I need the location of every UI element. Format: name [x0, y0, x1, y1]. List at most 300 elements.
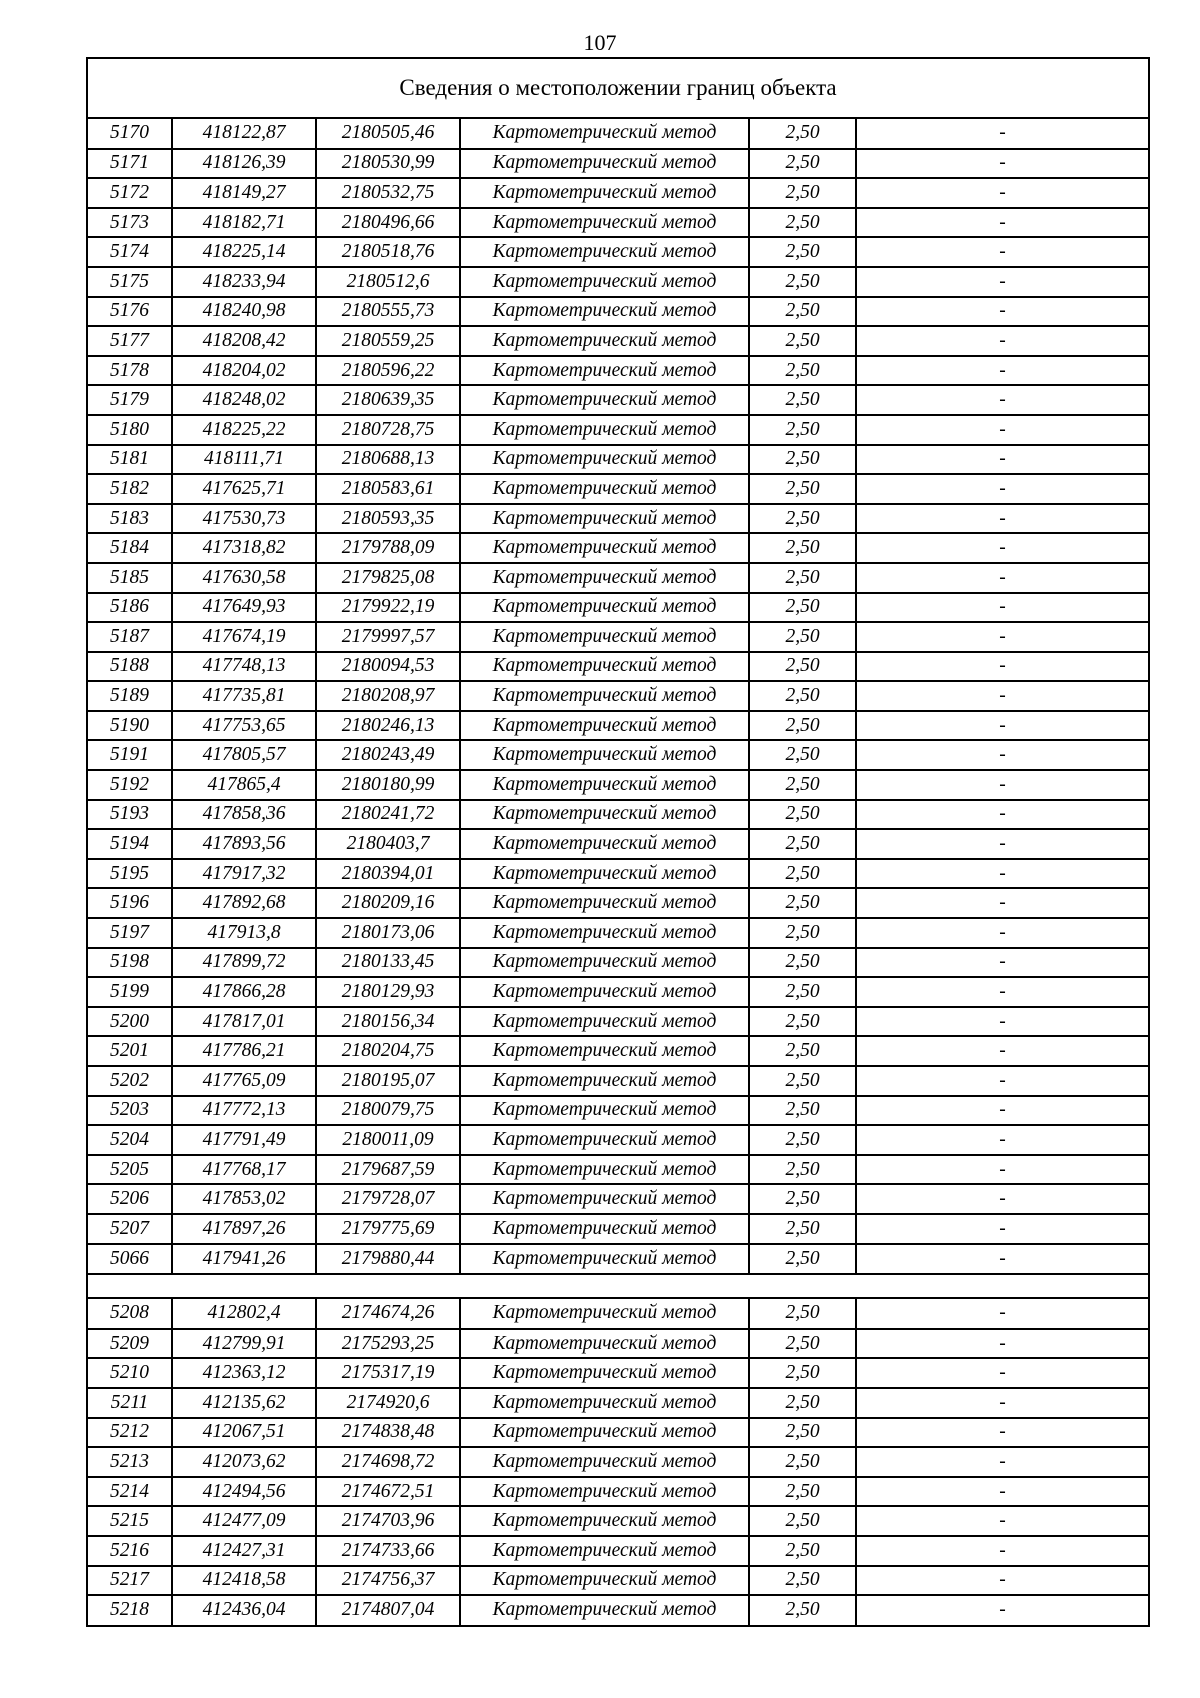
x-coordinate-cell: 417735,81: [172, 681, 316, 711]
table-row: [88, 474, 1148, 504]
point-number-cell: 5182: [88, 474, 172, 504]
method-cell: Картометрический метод: [460, 326, 749, 356]
description-cell: -: [856, 770, 1148, 800]
y-coordinate-cell: 2180204,75: [316, 1036, 460, 1066]
table-row: [88, 1388, 1148, 1418]
point-number-cell: 5066: [88, 1244, 172, 1274]
description-cell: -: [856, 1155, 1148, 1185]
y-coordinate-cell: 2174703,96: [316, 1506, 460, 1536]
x-coordinate-cell: 417805,57: [172, 740, 316, 770]
method-cell: Картометрический метод: [460, 1184, 749, 1214]
table-row: [88, 1096, 1148, 1126]
description-cell: -: [856, 356, 1148, 386]
description-cell: -: [856, 237, 1148, 267]
table-row: [88, 681, 1148, 711]
x-coordinate-cell: 418182,71: [172, 208, 316, 238]
point-number-cell: 5218: [88, 1595, 172, 1625]
description-cell: -: [856, 1184, 1148, 1214]
point-number-cell: 5170: [88, 119, 172, 149]
table-row: [88, 504, 1148, 534]
x-coordinate-cell: 417765,09: [172, 1066, 316, 1096]
accuracy-cell: 2,50: [749, 237, 856, 267]
table-row: [88, 1536, 1148, 1566]
accuracy-cell: 2,50: [749, 356, 856, 386]
description-cell: -: [856, 711, 1148, 741]
method-cell: Картометрический метод: [460, 918, 749, 948]
x-coordinate-cell: 418149,27: [172, 178, 316, 208]
y-coordinate-cell: 2180688,13: [316, 445, 460, 475]
method-cell: Картометрический метод: [460, 385, 749, 415]
table-row: [88, 948, 1148, 978]
description-cell: -: [856, 1036, 1148, 1066]
table-row: [88, 356, 1148, 386]
description-cell: -: [856, 267, 1148, 297]
point-number-cell: 5195: [88, 859, 172, 889]
y-coordinate-cell: 2180596,22: [316, 356, 460, 386]
table-row: [88, 888, 1148, 918]
y-coordinate-cell: 2174756,37: [316, 1566, 460, 1596]
point-number-cell: 5198: [88, 948, 172, 978]
method-cell: Картометрический метод: [460, 652, 749, 682]
method-cell: Картометрический метод: [460, 888, 749, 918]
x-coordinate-cell: 418126,39: [172, 149, 316, 179]
y-coordinate-cell: 2174674,26: [316, 1299, 460, 1329]
method-cell: Картометрический метод: [460, 504, 749, 534]
method-cell: Картометрический метод: [460, 711, 749, 741]
point-number-cell: 5184: [88, 533, 172, 563]
point-number-cell: 5192: [88, 770, 172, 800]
accuracy-cell: 2,50: [749, 859, 856, 889]
table-row: [88, 178, 1148, 208]
point-number-cell: 5176: [88, 297, 172, 327]
table-row: [88, 563, 1148, 593]
coordinates-table-group-1: [88, 119, 1148, 1273]
description-cell: -: [856, 1066, 1148, 1096]
accuracy-cell: 2,50: [749, 385, 856, 415]
x-coordinate-cell: 417817,01: [172, 1007, 316, 1037]
point-number-cell: 5203: [88, 1096, 172, 1126]
y-coordinate-cell: 2180728,75: [316, 415, 460, 445]
description-cell: -: [856, 1388, 1148, 1418]
table-row: [88, 1506, 1148, 1536]
method-cell: Картометрический метод: [460, 770, 749, 800]
y-coordinate-cell: 2180593,35: [316, 504, 460, 534]
x-coordinate-cell: 417941,26: [172, 1244, 316, 1274]
x-coordinate-cell: 417892,68: [172, 888, 316, 918]
accuracy-cell: 2,50: [749, 1329, 856, 1359]
point-number-cell: 5179: [88, 385, 172, 415]
x-coordinate-cell: 417318,82: [172, 533, 316, 563]
table-row: [88, 1007, 1148, 1037]
description-cell: -: [856, 622, 1148, 652]
description-cell: -: [856, 1299, 1148, 1329]
table-row: [88, 1125, 1148, 1155]
accuracy-cell: 2,50: [749, 1358, 856, 1388]
y-coordinate-cell: 2180403,7: [316, 829, 460, 859]
point-number-cell: 5187: [88, 622, 172, 652]
point-number-cell: 5174: [88, 237, 172, 267]
y-coordinate-cell: 2179825,08: [316, 563, 460, 593]
x-coordinate-cell: 412436,04: [172, 1595, 316, 1625]
description-cell: -: [856, 445, 1148, 475]
accuracy-cell: 2,50: [749, 977, 856, 1007]
point-number-cell: 5213: [88, 1447, 172, 1477]
point-number-cell: 5173: [88, 208, 172, 238]
point-number-cell: 5171: [88, 149, 172, 179]
method-cell: Картометрический метод: [460, 1155, 749, 1185]
method-cell: Картометрический метод: [460, 533, 749, 563]
method-cell: Картометрический метод: [460, 1358, 749, 1388]
accuracy-cell: 2,50: [749, 918, 856, 948]
accuracy-cell: 2,50: [749, 1477, 856, 1507]
x-coordinate-cell: 412363,12: [172, 1358, 316, 1388]
accuracy-cell: 2,50: [749, 1536, 856, 1566]
x-coordinate-cell: 417791,49: [172, 1125, 316, 1155]
accuracy-cell: 2,50: [749, 740, 856, 770]
method-cell: Картометрический метод: [460, 1036, 749, 1066]
description-cell: -: [856, 1125, 1148, 1155]
group-separator-row: [88, 1273, 1148, 1299]
table-row: [88, 1566, 1148, 1596]
method-cell: Картометрический метод: [460, 208, 749, 238]
accuracy-cell: 2,50: [749, 948, 856, 978]
accuracy-cell: 2,50: [749, 711, 856, 741]
description-cell: -: [856, 948, 1148, 978]
y-coordinate-cell: 2180394,01: [316, 859, 460, 889]
x-coordinate-cell: 417913,8: [172, 918, 316, 948]
method-cell: Картометрический метод: [460, 948, 749, 978]
point-number-cell: 5200: [88, 1007, 172, 1037]
point-number-cell: 5205: [88, 1155, 172, 1185]
accuracy-cell: 2,50: [749, 504, 856, 534]
method-cell: Картометрический метод: [460, 1299, 749, 1329]
method-cell: Картометрический метод: [460, 800, 749, 830]
method-cell: Картометрический метод: [460, 1595, 749, 1625]
y-coordinate-cell: 2180209,16: [316, 888, 460, 918]
method-cell: Картометрический метод: [460, 1447, 749, 1477]
point-number-cell: 5206: [88, 1184, 172, 1214]
description-cell: -: [856, 1007, 1148, 1037]
table-row: [88, 829, 1148, 859]
x-coordinate-cell: 417897,26: [172, 1214, 316, 1244]
y-coordinate-cell: 2174672,51: [316, 1477, 460, 1507]
point-number-cell: 5201: [88, 1036, 172, 1066]
x-coordinate-cell: 417649,93: [172, 593, 316, 623]
accuracy-cell: 2,50: [749, 1299, 856, 1329]
y-coordinate-cell: 2180195,07: [316, 1066, 460, 1096]
y-coordinate-cell: 2180246,13: [316, 711, 460, 741]
point-number-cell: 5217: [88, 1566, 172, 1596]
description-cell: -: [856, 149, 1148, 179]
point-number-cell: 5209: [88, 1329, 172, 1359]
method-cell: Картометрический метод: [460, 445, 749, 475]
description-cell: -: [856, 533, 1148, 563]
description-cell: -: [856, 977, 1148, 1007]
point-number-cell: 5212: [88, 1418, 172, 1448]
y-coordinate-cell: 2180583,61: [316, 474, 460, 504]
x-coordinate-cell: 417899,72: [172, 948, 316, 978]
accuracy-cell: 2,50: [749, 1036, 856, 1066]
method-cell: Картометрический метод: [460, 178, 749, 208]
y-coordinate-cell: 2180133,45: [316, 948, 460, 978]
x-coordinate-cell: 418240,98: [172, 297, 316, 327]
x-coordinate-cell: 417772,13: [172, 1096, 316, 1126]
table-row: [88, 1155, 1148, 1185]
y-coordinate-cell: 2179922,19: [316, 593, 460, 623]
accuracy-cell: 2,50: [749, 652, 856, 682]
accuracy-cell: 2,50: [749, 1125, 856, 1155]
y-coordinate-cell: 2180156,34: [316, 1007, 460, 1037]
method-cell: Картометрический метод: [460, 1536, 749, 1566]
table-row: [88, 297, 1148, 327]
y-coordinate-cell: 2180094,53: [316, 652, 460, 682]
y-coordinate-cell: 2180496,66: [316, 208, 460, 238]
table-row: [88, 918, 1148, 948]
description-cell: -: [856, 740, 1148, 770]
point-number-cell: 5190: [88, 711, 172, 741]
x-coordinate-cell: 417866,28: [172, 977, 316, 1007]
table-row: [88, 533, 1148, 563]
point-number-cell: 5177: [88, 326, 172, 356]
point-number-cell: 5215: [88, 1506, 172, 1536]
accuracy-cell: 2,50: [749, 119, 856, 149]
accuracy-cell: 2,50: [749, 1066, 856, 1096]
point-number-cell: 5180: [88, 415, 172, 445]
x-coordinate-cell: 418204,02: [172, 356, 316, 386]
point-number-cell: 5185: [88, 563, 172, 593]
description-cell: -: [856, 1477, 1148, 1507]
sheet-title: Сведения о местоположении границ объекта: [88, 59, 1148, 119]
point-number-cell: 5207: [88, 1214, 172, 1244]
point-number-cell: 5211: [88, 1388, 172, 1418]
table-row: [88, 119, 1148, 149]
accuracy-cell: 2,50: [749, 563, 856, 593]
description-cell: -: [856, 800, 1148, 830]
accuracy-cell: 2,50: [749, 1096, 856, 1126]
y-coordinate-cell: 2180173,06: [316, 918, 460, 948]
point-number-cell: 5189: [88, 681, 172, 711]
point-number-cell: 5193: [88, 800, 172, 830]
y-coordinate-cell: 2180208,97: [316, 681, 460, 711]
y-coordinate-cell: 2180243,49: [316, 740, 460, 770]
table-row: [88, 1066, 1148, 1096]
method-cell: Картометрический метод: [460, 237, 749, 267]
x-coordinate-cell: 412477,09: [172, 1506, 316, 1536]
y-coordinate-cell: 2175293,25: [316, 1329, 460, 1359]
accuracy-cell: 2,50: [749, 178, 856, 208]
y-coordinate-cell: 2174920,6: [316, 1388, 460, 1418]
point-number-cell: 5183: [88, 504, 172, 534]
x-coordinate-cell: 418111,71: [172, 445, 316, 475]
method-cell: Картометрический метод: [460, 593, 749, 623]
x-coordinate-cell: 412067,51: [172, 1418, 316, 1448]
y-coordinate-cell: 2174838,48: [316, 1418, 460, 1448]
accuracy-cell: 2,50: [749, 1007, 856, 1037]
point-number-cell: 5204: [88, 1125, 172, 1155]
x-coordinate-cell: 417917,32: [172, 859, 316, 889]
method-cell: Картометрический метод: [460, 119, 749, 149]
x-coordinate-cell: 418225,14: [172, 237, 316, 267]
method-cell: Картометрический метод: [460, 1388, 749, 1418]
accuracy-cell: 2,50: [749, 888, 856, 918]
method-cell: Картометрический метод: [460, 1477, 749, 1507]
y-coordinate-cell: 2180530,99: [316, 149, 460, 179]
accuracy-cell: 2,50: [749, 1388, 856, 1418]
y-coordinate-cell: 2179880,44: [316, 1244, 460, 1274]
table-row: [88, 1184, 1148, 1214]
accuracy-cell: 2,50: [749, 267, 856, 297]
x-coordinate-cell: 412418,58: [172, 1566, 316, 1596]
method-cell: Картометрический метод: [460, 1007, 749, 1037]
method-cell: Картометрический метод: [460, 356, 749, 386]
table-row: [88, 1358, 1148, 1388]
x-coordinate-cell: 418248,02: [172, 385, 316, 415]
x-coordinate-cell: 417753,65: [172, 711, 316, 741]
method-cell: Картометрический метод: [460, 267, 749, 297]
table-row: [88, 208, 1148, 238]
accuracy-cell: 2,50: [749, 533, 856, 563]
accuracy-cell: 2,50: [749, 326, 856, 356]
point-number-cell: 5191: [88, 740, 172, 770]
table-row: [88, 1595, 1148, 1625]
method-cell: Картометрический метод: [460, 740, 749, 770]
point-number-cell: 5194: [88, 829, 172, 859]
y-coordinate-cell: 2180639,35: [316, 385, 460, 415]
x-coordinate-cell: 418208,42: [172, 326, 316, 356]
description-cell: -: [856, 415, 1148, 445]
x-coordinate-cell: 417893,56: [172, 829, 316, 859]
accuracy-cell: 2,50: [749, 1447, 856, 1477]
table-row: [88, 859, 1148, 889]
accuracy-cell: 2,50: [749, 1214, 856, 1244]
accuracy-cell: 2,50: [749, 1418, 856, 1448]
point-number-cell: 5208: [88, 1299, 172, 1329]
x-coordinate-cell: 417768,17: [172, 1155, 316, 1185]
x-coordinate-cell: 418225,22: [172, 415, 316, 445]
method-cell: Картометрический метод: [460, 1214, 749, 1244]
description-cell: -: [999, 1247, 1006, 1269]
table-row: [88, 1329, 1148, 1359]
accuracy-cell: 2,50: [749, 829, 856, 859]
accuracy-cell: 2,50: [749, 474, 856, 504]
x-coordinate-cell: 417853,02: [172, 1184, 316, 1214]
y-coordinate-cell: 2179788,09: [316, 533, 460, 563]
method-cell: Картометрический метод: [460, 474, 749, 504]
method-cell: Картометрический метод: [460, 415, 749, 445]
accuracy-cell: 2,50: [749, 445, 856, 475]
table-row: [88, 1299, 1148, 1329]
point-number-cell: 5214: [88, 1477, 172, 1507]
x-coordinate-cell: 417674,19: [172, 622, 316, 652]
method-cell: Картометрический метод: [460, 1506, 749, 1536]
point-number-cell: 5202: [88, 1066, 172, 1096]
y-coordinate-cell: 2174807,04: [316, 1595, 460, 1625]
accuracy-cell: 2,50: [749, 208, 856, 238]
point-number-cell: 5216: [88, 1536, 172, 1566]
x-coordinate-cell: 417630,58: [172, 563, 316, 593]
table-row: [88, 385, 1148, 415]
x-coordinate-cell: 412073,62: [172, 1447, 316, 1477]
table-row: [88, 1214, 1148, 1244]
accuracy-cell: 2,50: [749, 149, 856, 179]
point-number-cell: 5181: [88, 445, 172, 475]
point-number-cell: 5188: [88, 652, 172, 682]
description-cell: -: [856, 918, 1148, 948]
accuracy-cell: 2,50: [749, 800, 856, 830]
table-row: [88, 326, 1148, 356]
method-cell: Картометрический метод: [460, 829, 749, 859]
x-coordinate-cell: 412494,56: [172, 1477, 316, 1507]
y-coordinate-cell: 2180505,46: [316, 119, 460, 149]
point-number-cell: 5196: [88, 888, 172, 918]
method-cell: Картометрический метод: [460, 1125, 749, 1155]
description-cell: -: [856, 829, 1148, 859]
accuracy-cell: 2,50: [749, 415, 856, 445]
table-row: [88, 1477, 1148, 1507]
method-cell: Картометрический метод: [460, 622, 749, 652]
x-coordinate-cell: 412799,91: [172, 1329, 316, 1359]
table-row: [88, 593, 1148, 623]
x-coordinate-cell: 417748,13: [172, 652, 316, 682]
accuracy-cell: 2,50: [749, 770, 856, 800]
table-row: [88, 1418, 1148, 1448]
y-coordinate-cell: 2174698,72: [316, 1447, 460, 1477]
point-number-cell: 5197: [88, 918, 172, 948]
method-cell: Картометрический метод: [460, 149, 749, 179]
accuracy-cell: 2,50: [749, 1184, 856, 1214]
description-cell: -: [856, 326, 1148, 356]
x-coordinate-cell: 417530,73: [172, 504, 316, 534]
table-row: [88, 977, 1148, 1007]
method-cell: Картометрический метод: [460, 681, 749, 711]
point-number-cell: 5210: [88, 1358, 172, 1388]
y-coordinate-cell: 2175317,19: [316, 1358, 460, 1388]
point-number-cell: 5178: [88, 356, 172, 386]
y-coordinate-cell: 2180518,76: [316, 237, 460, 267]
y-coordinate-cell: 2180079,75: [316, 1096, 460, 1126]
method-cell: Картометрический метод: [460, 977, 749, 1007]
description-cell: -: [856, 297, 1148, 327]
description-cell: -: [856, 1566, 1148, 1596]
method-cell: Картометрический метод: [460, 563, 749, 593]
x-coordinate-cell: 417625,71: [172, 474, 316, 504]
method-cell: Картометрический метод: [460, 1566, 749, 1596]
x-coordinate-cell: 418122,87: [172, 119, 316, 149]
point-number-cell: 5175: [88, 267, 172, 297]
description-cell: -: [856, 1096, 1148, 1126]
table-row: [88, 1244, 1148, 1274]
x-coordinate-cell: 412427,31: [172, 1536, 316, 1566]
x-coordinate-cell: 417858,36: [172, 800, 316, 830]
description-cell: -: [999, 1599, 1006, 1621]
y-coordinate-cell: 2180011,09: [316, 1125, 460, 1155]
table-row: [88, 1447, 1148, 1477]
description-cell: -: [856, 1418, 1148, 1448]
description-cell: -: [856, 1329, 1148, 1359]
description-cell: -: [856, 208, 1148, 238]
coordinates-table-group-2: [88, 1299, 1148, 1625]
accuracy-cell: 2,50: [749, 1506, 856, 1536]
description-cell: -: [856, 1358, 1148, 1388]
y-coordinate-cell: 2179687,59: [316, 1155, 460, 1185]
x-coordinate-cell: 412802,4: [172, 1299, 316, 1329]
description-cell: -: [856, 1214, 1148, 1244]
x-coordinate-cell: 417786,21: [172, 1036, 316, 1066]
table-row: [88, 770, 1148, 800]
y-coordinate-cell: 2180241,72: [316, 800, 460, 830]
description-cell: -: [856, 593, 1148, 623]
coordinates-sheet: [86, 57, 1150, 1627]
